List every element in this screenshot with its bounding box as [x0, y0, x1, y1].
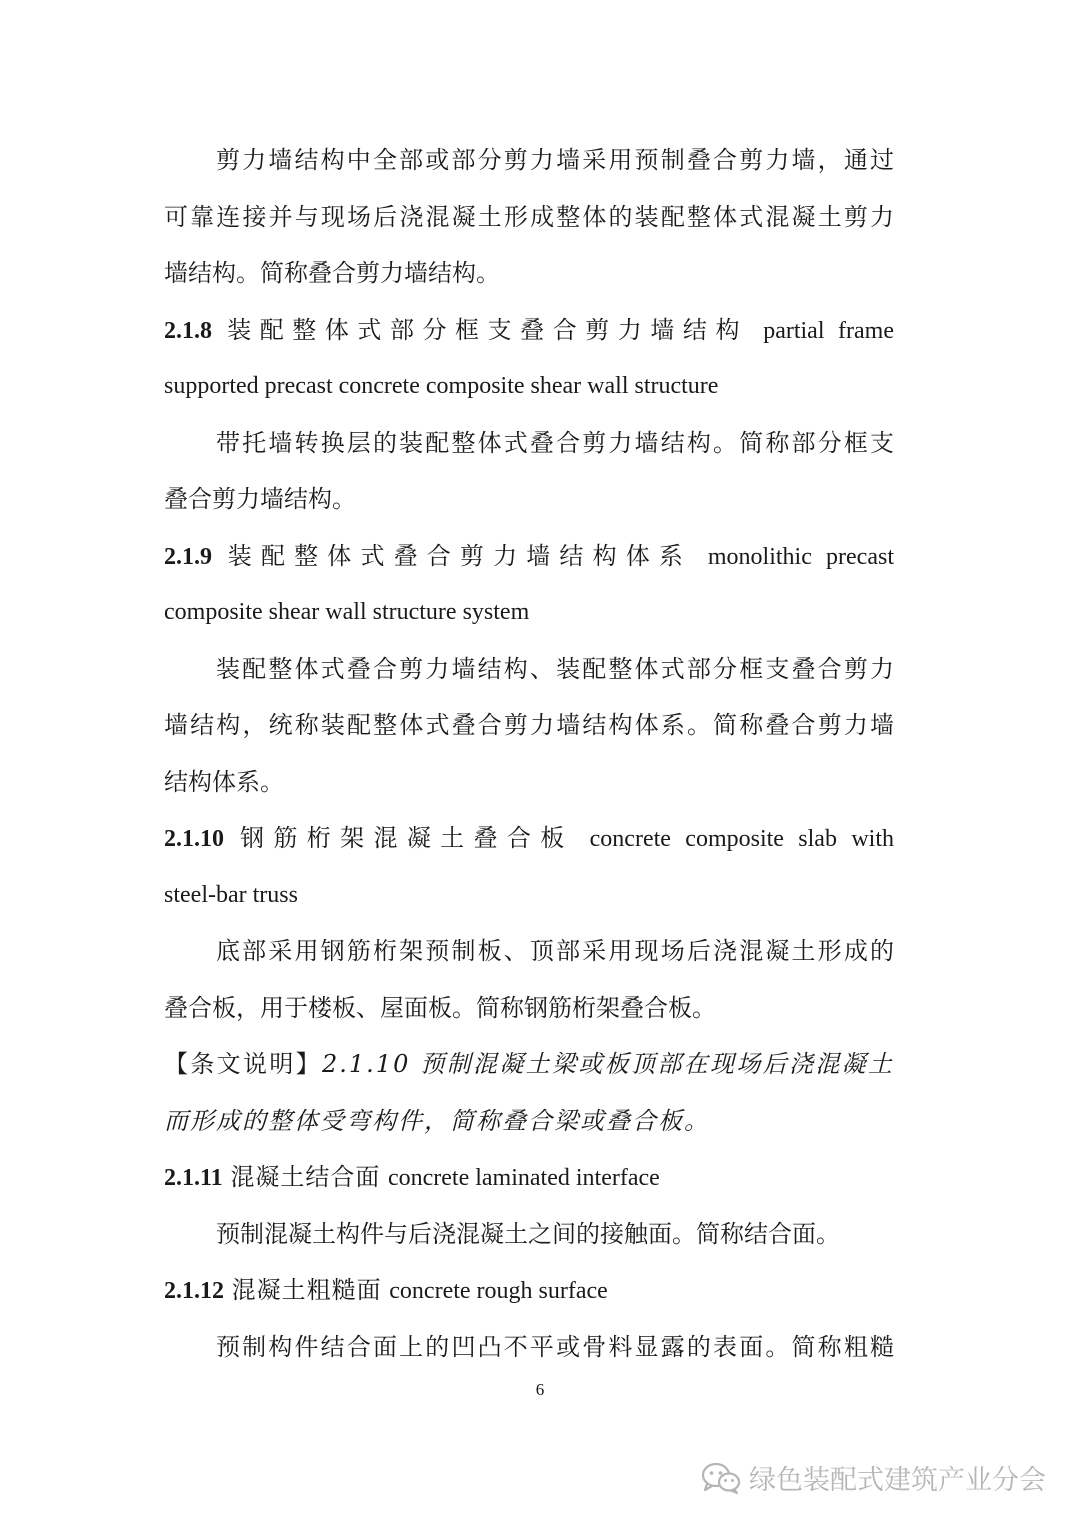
term-description-line: 墙结构，统称装配整体式叠合剪力墙结构体系。简称叠合剪力墙 — [164, 711, 894, 739]
wechat-icon — [701, 1461, 741, 1495]
page-number: 6 — [535, 1380, 545, 1399]
term-chinese: 混凝土结合面 — [230, 1163, 381, 1191]
term-number: 2.1.9 — [164, 543, 212, 570]
term-heading-2-1-9 — [164, 528, 894, 585]
term-english: concrete laminated interface — [387, 1165, 660, 1191]
watermark-text: 绿色装配式建筑产业分会 — [749, 1465, 1046, 1496]
term-description-line: 叠合剪力墙结构。 — [164, 485, 356, 513]
paragraph-line: 剪力墙结构中全部或部分剪力墙采用预制叠合剪力墙，通过 — [216, 146, 894, 174]
term-number: 2.1.11 — [164, 1165, 223, 1191]
term-number: 2.1.10 — [164, 826, 224, 852]
term-english: concrete composite slab with — [589, 826, 894, 852]
term-heading-2-1-12 — [164, 1262, 894, 1319]
term-chinese: 钢筋桁架混凝土叠合板 — [240, 824, 574, 852]
term-heading-2-1-8 — [164, 302, 894, 359]
term-heading-2-1-10 — [164, 810, 894, 867]
term-description-line: 带托墙转换层的装配整体式叠合剪力墙结构。简称部分框支 — [216, 428, 894, 457]
clause-note-line: 而形成的整体受弯构件，简称叠合梁或叠合板。 — [164, 1106, 710, 1135]
term-description-line: 结构体系。 — [164, 767, 284, 796]
clause-note-text: 2.1.10 预制混凝土梁或板顶部在现场后浇混凝土 — [322, 1050, 894, 1078]
page-content — [164, 132, 894, 1375]
term-number: 2.1.12 — [164, 1278, 224, 1304]
term-description-line: 装配整体式叠合剪力墙结构、装配整体式部分框支叠合剪力 — [216, 654, 894, 683]
term-chinese: 装配整体式部分框支叠合剪力墙结构 — [227, 315, 748, 344]
term-chinese: 装配整体式叠合剪力墙结构体系 — [227, 541, 693, 570]
clause-note-line — [164, 1036, 894, 1093]
term-english-continued: composite shear wall structure system — [164, 599, 530, 625]
term-english: partial frame — [763, 317, 894, 344]
term-description-line: 底部采用钢筋桁架预制板、顶部采用现场后浇混凝土形成的 — [216, 937, 894, 965]
term-heading-2-1-11 — [164, 1149, 894, 1206]
term-number: 2.1.8 — [164, 317, 212, 344]
paragraph-line: 可靠连接并与现场后浇混凝土形成整体的装配整体式混凝土剪力 — [164, 202, 894, 231]
watermark — [701, 1458, 1046, 1497]
term-description-line: 预制混凝土构件与后浇混凝土之间的接触面。简称结合面。 — [216, 1219, 840, 1248]
term-chinese: 混凝土粗糙面 — [231, 1276, 382, 1304]
term-description-line: 叠合板，用于楼板、屋面板。简称钢筋桁架叠合板。 — [164, 993, 716, 1022]
paragraph-line: 墙结构。简称叠合剪力墙结构。 — [164, 259, 500, 287]
term-english-continued: steel-bar truss — [164, 881, 298, 908]
term-english: concrete rough surface — [389, 1278, 608, 1304]
term-english-continued: supported precast concrete composite shear wall structure — [164, 373, 719, 399]
clause-note-label: 【条文说明】 — [164, 1050, 323, 1078]
term-english: monolithic precast — [707, 543, 894, 570]
term-description-line: 预制构件结合面上的凹凸不平或骨料显露的表面。简称粗糙 — [216, 1332, 894, 1361]
